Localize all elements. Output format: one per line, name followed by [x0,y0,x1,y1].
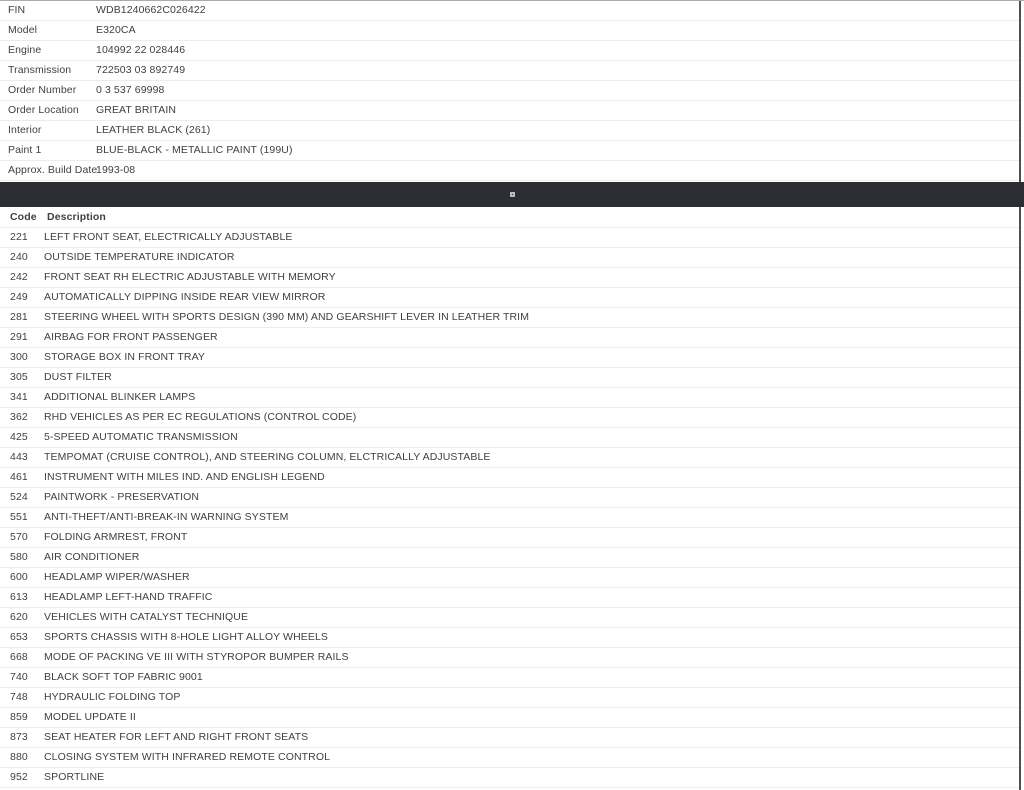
info-row-order-number [0,81,1019,101]
info-label: Approx. Build Date [8,164,98,176]
info-row-approx-build-date [0,161,1019,181]
option-row-291 [0,328,1019,348]
description-cell: AIR CONDITIONER [44,551,140,563]
option-row-600 [0,568,1019,588]
code-cell: 613 [10,591,28,603]
description-cell: ANTI-THEFT/ANTI-BREAK-IN WARNING SYSTEM [44,511,289,523]
info-value: 104992 22 028446 [96,44,186,56]
code-cell: 653 [10,631,28,643]
description-cell: HEADLAMP WIPER/WASHER [44,571,190,583]
code-cell: 859 [10,711,28,723]
info-value: 1993-08 [96,164,136,176]
code-cell: 281 [10,311,28,323]
description-cell: BLACK SOFT TOP FABRIC 9001 [44,671,203,683]
code-cell: 570 [10,531,28,543]
info-value: BLUE-BLACK - METALLIC PAINT (199U) [96,144,293,156]
info-value: GREAT BRITAIN [96,104,177,116]
description-cell: DUST FILTER [44,371,112,383]
option-row-362 [0,408,1019,428]
code-cell: 600 [10,571,28,583]
option-row-668 [0,648,1019,668]
description-cell: FRONT SEAT RH ELECTRIC ADJUSTABLE WITH MEMORY [44,271,336,283]
description-cell: RHD VEHICLES AS PER EC REGULATIONS (CONTROL CODE) [44,411,357,423]
description-cell: 5-SPEED AUTOMATIC TRANSMISSION [44,431,238,443]
code-cell: 291 [10,331,28,343]
option-row-281 [0,308,1019,328]
code-cell: 240 [10,251,28,263]
options-header-bar [0,182,1024,207]
info-value: 722503 03 892749 [96,64,186,76]
info-label: FIN [8,4,26,16]
description-cell: AUTOMATICALLY DIPPING INSIDE REAR VIEW MIRROR [44,291,326,303]
option-row-748 [0,688,1019,708]
option-row-242 [0,268,1019,288]
right-border-line [1019,1,1021,790]
description-cell: TEMPOMAT (CRUISE CONTROL), AND STEERING COLUMN, ELCTRICALLY ADJUSTABLE [44,451,491,463]
info-row-paint-1 [0,141,1019,161]
option-row-620 [0,608,1019,628]
option-row-551 [0,508,1019,528]
info-label: Paint 1 [8,144,42,156]
code-cell: 620 [10,611,28,623]
info-row-transmission [0,61,1019,81]
option-row-443 [0,448,1019,468]
option-row-341 [0,388,1019,408]
description-cell: CLOSING SYSTEM WITH INFRARED REMOTE CONTROL [44,751,331,763]
option-row-570 [0,528,1019,548]
description-cell: LEFT FRONT SEAT, ELECTRICALLY ADJUSTABLE [44,231,293,243]
option-row-880 [0,748,1019,768]
image-placeholder-icon [510,192,515,197]
option-row-873 [0,728,1019,748]
option-row-221 [0,228,1019,248]
code-cell: 524 [10,491,28,503]
description-cell: PAINTWORK - PRESERVATION [44,491,200,503]
description-cell: INSTRUMENT WITH MILES IND. AND ENGLISH LEGEND [44,471,325,483]
option-row-653 [0,628,1019,648]
info-row-order-location [0,101,1019,121]
description-cell: AIRBAG FOR FRONT PASSENGER [44,331,218,343]
description-cell: MODEL UPDATE II [44,711,136,723]
option-row-305 [0,368,1019,388]
info-value: 0 3 537 69998 [96,84,165,96]
code-cell: 425 [10,431,28,443]
description-cell: SEAT HEATER FOR LEFT AND RIGHT FRONT SEATS [44,731,309,743]
info-value: E320CA [96,24,136,36]
code-cell: 551 [10,511,28,523]
code-cell: 305 [10,371,28,383]
code-cell: 748 [10,691,28,703]
info-label: Interior [8,124,42,136]
code-column-header: Code [10,211,37,223]
vehicle-info-section [0,1,1024,181]
description-cell: STORAGE BOX IN FRONT TRAY [44,351,205,363]
option-row-240 [0,248,1019,268]
code-cell: 300 [10,351,28,363]
code-cell: 880 [10,751,28,763]
info-label: Order Number [8,84,77,96]
description-column-header: Description [47,211,106,223]
description-cell: HYDRAULIC FOLDING TOP [44,691,181,703]
options-table [0,228,1024,788]
info-row-engine [0,41,1019,61]
info-label: Model [8,24,38,36]
description-cell: FOLDING ARMREST, FRONT [44,531,188,543]
option-row-300 [0,348,1019,368]
info-label: Transmission [8,64,72,76]
code-cell: 580 [10,551,28,563]
code-cell: 221 [10,231,28,243]
code-cell: 873 [10,731,28,743]
code-cell: 668 [10,651,28,663]
option-row-524 [0,488,1019,508]
description-cell: OUTSIDE TEMPERATURE INDICATOR [44,251,235,263]
option-row-740 [0,668,1019,688]
option-row-249 [0,288,1019,308]
description-cell: MODE OF PACKING VE III WITH STYROPOR BUMPER RAILS [44,651,349,663]
option-row-613 [0,588,1019,608]
code-cell: 443 [10,451,28,463]
info-label: Engine [8,44,42,56]
description-cell: HEADLAMP LEFT-HAND TRAFFIC [44,591,213,603]
option-row-859 [0,708,1019,728]
code-cell: 740 [10,671,28,683]
info-label: Order Location [8,104,79,116]
option-row-580 [0,548,1019,568]
info-row-model [0,21,1019,41]
code-cell: 341 [10,391,28,403]
description-cell: STEERING WHEEL WITH SPORTS DESIGN (390 MM) AND GEARSHIFT LEVER IN LEATHER TRIM [44,311,530,323]
option-row-952 [0,768,1019,788]
code-cell: 952 [10,771,28,783]
description-cell: ADDITIONAL BLINKER LAMPS [44,391,196,403]
info-value: WDB1240662C026422 [96,4,206,16]
code-cell: 242 [10,271,28,283]
description-cell: SPORTS CHASSIS WITH 8-HOLE LIGHT ALLOY WHEELS [44,631,328,643]
code-cell: 461 [10,471,28,483]
code-cell: 249 [10,291,28,303]
options-header-row [0,207,1019,228]
code-cell: 362 [10,411,28,423]
info-value: LEATHER BLACK (261) [96,124,211,136]
info-row-interior [0,121,1019,141]
option-row-425 [0,428,1019,448]
option-row-461 [0,468,1019,488]
description-cell: SPORTLINE [44,771,105,783]
description-cell: VEHICLES WITH CATALYST TECHNIQUE [44,611,249,623]
info-row-fin [0,1,1019,21]
image-placeholder-icon-core [512,194,513,195]
